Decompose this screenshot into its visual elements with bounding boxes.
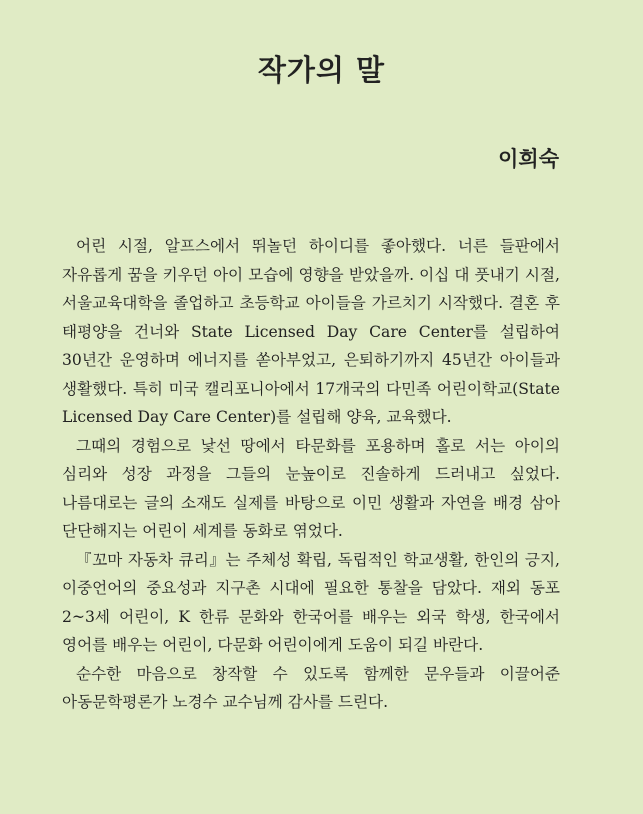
author-name: 이희숙 (498, 147, 559, 171)
paragraph: 그때의 경험으로 낯선 땅에서 타문화를 포용하며 홀로 서는 아이의 심리와 성장 과정을 그들의 눈높이로 진솔하게 드러내고 싶었다. 나름대로는 글의 소재도 실제를 바탕으로 이민 생활과 자연을 배경 삼아 단단해지는 어린이 세계를 동화로 엮었다. (62, 436, 560, 540)
paragraph: 『꼬마 자동차 큐리』는 주체성 확립, 독립적인 학교생활, 한인의 긍지, 이중언어의 중요성과 지구촌 시대에 필요한 통찰을 담았다. 재외 동포 2~3세 어린이, K 한류 문화와 한국어를 배우는 외국 학생, 한국에서 영어를 배우는 어린이, 다문화 어린이에게 도움이 되길 바란다. (62, 550, 560, 654)
paragraph: 어린 시절, 알프스에서 뛰놀던 하이디를 좋아했다. 너른 들판에서 자유롭게 꿈을 키우던 아이 모습에 영향을 받았을까. 이십 대 풋내기 시절, 서울교육대학을 졸업하고 초등학교 아이들을 가르치기 시작했다. 결혼 후 태평양을 건너와 State Licensed Day Care Center를 설립하여 30년간 운영하며 에너지를 쏟아부었고, 은퇴하기까지 45년간 아이들과 생활했다. 특히 미국 캘리포니아에서 17개국의 다민족 어린이학교(State Licensed Day Care Center)를 설립해 양육, 교육했다. (62, 237, 560, 426)
paragraph: 순수한 마음으로 창작할 수 있도록 함께한 문우들과 이끌어준 아동문학평론가 노경수 교수님께 감사를 드린다. (62, 664, 560, 711)
body-text (62, 232, 560, 717)
page-title: 작가의 말 (257, 53, 386, 87)
